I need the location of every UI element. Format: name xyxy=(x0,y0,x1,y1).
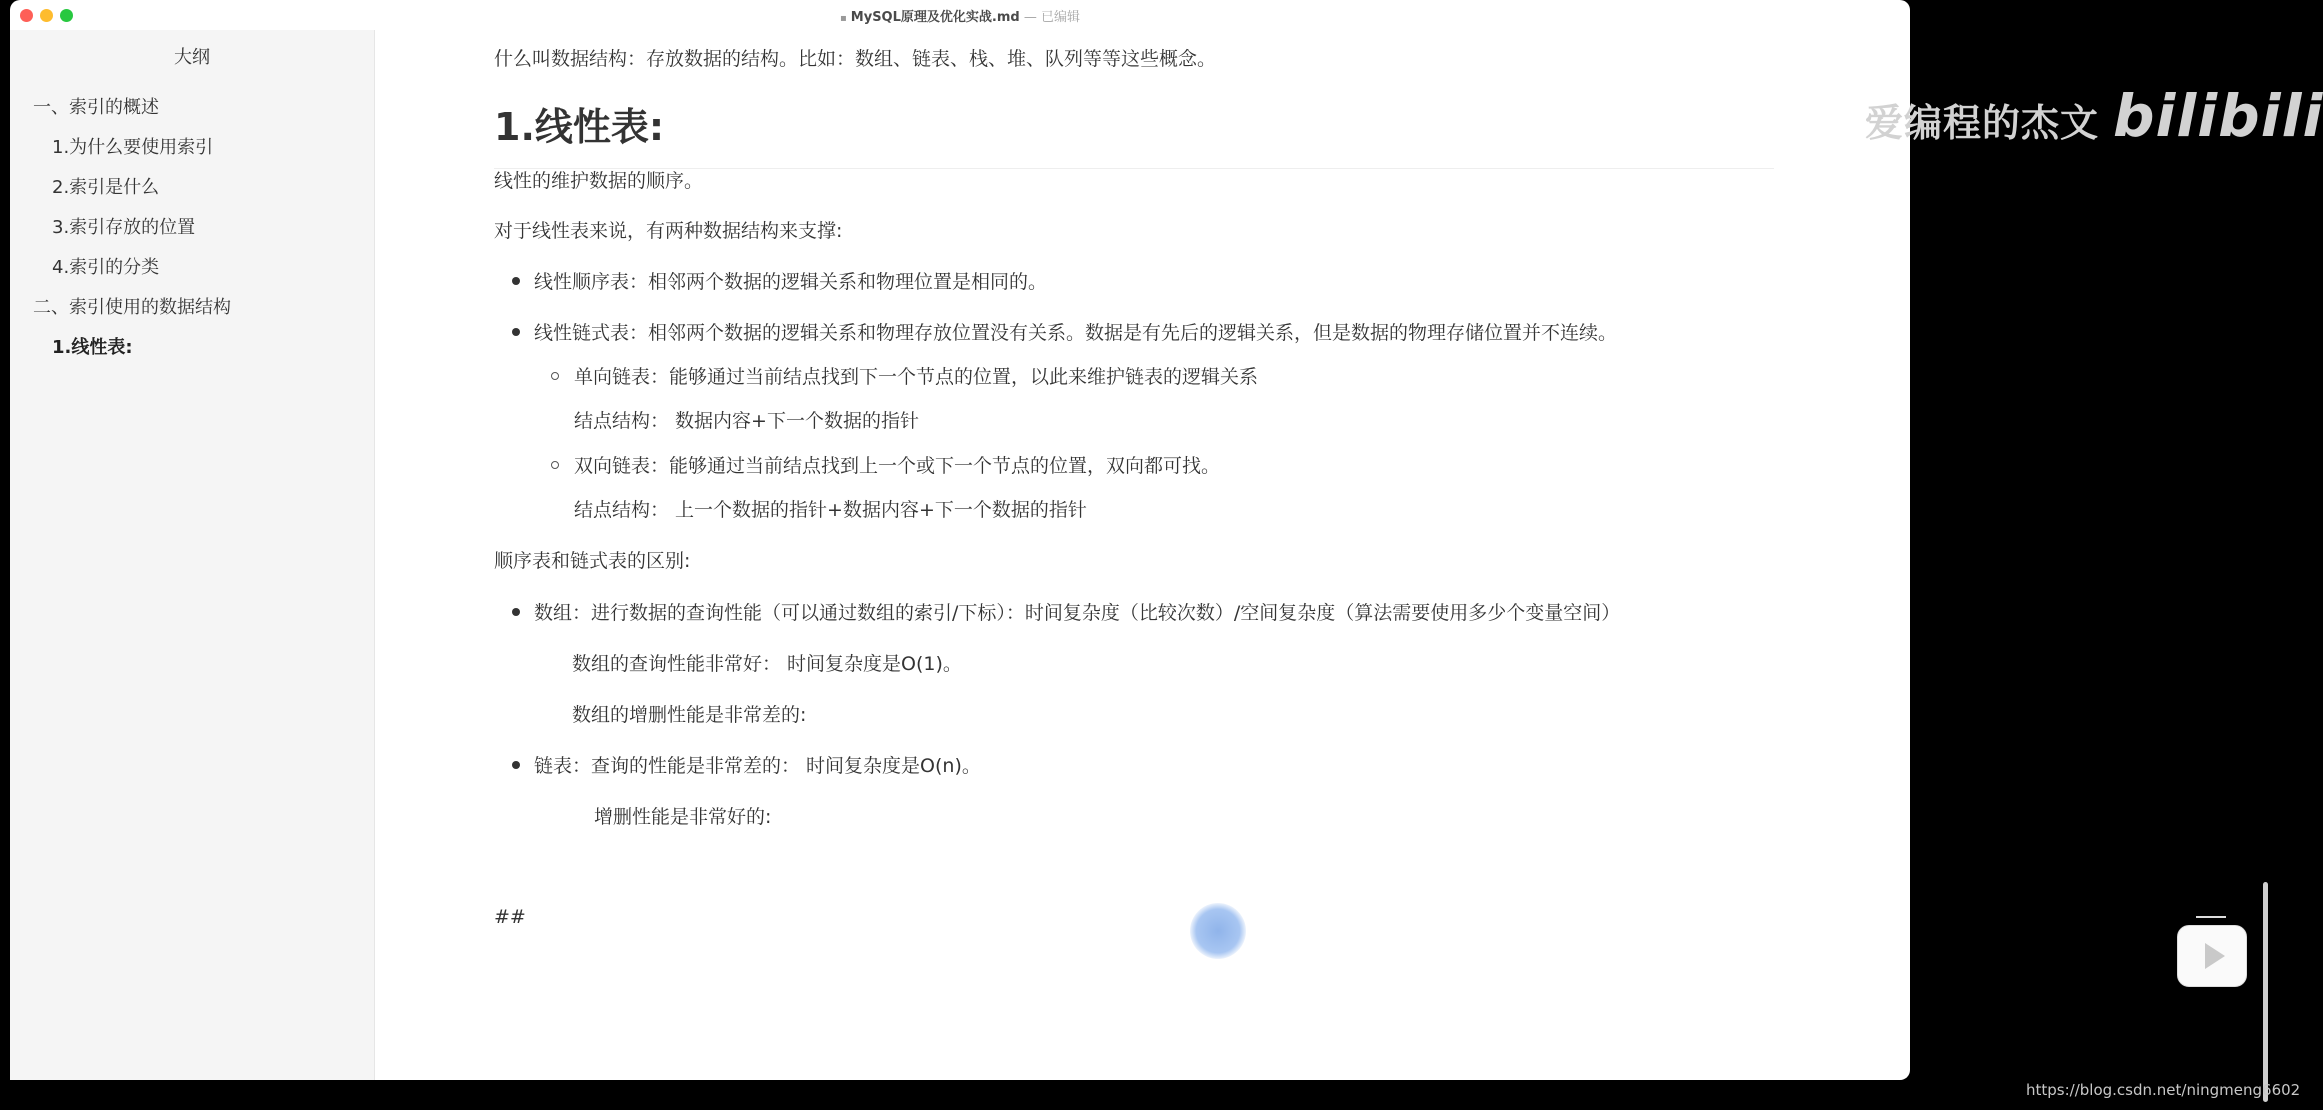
edit-status: 已编辑 xyxy=(1040,10,1080,25)
mouse-cursor-highlight xyxy=(1190,903,1246,959)
bullet-marker xyxy=(512,277,520,285)
outline-item-what-is-index[interactable]: 2.索引是什么 xyxy=(52,177,160,198)
document-icon: ▪ xyxy=(840,13,847,24)
bullet-linked-performance: 链表：查询的性能是非常差的： 时间复杂度是O(n)。 xyxy=(534,755,981,777)
paragraph-two-structures: 对于线性表来说，有两种数据结构来支撑: xyxy=(494,220,843,242)
array-modify-performance: 数组的增删性能是非常差的: xyxy=(572,704,807,726)
bullet-sequential-list: 线性顺序表：相邻两个数据的逻辑关系和物理位置是相同的。 xyxy=(534,271,1048,293)
bullet-linked-list: 线性链式表：相邻两个数据的逻辑关系和物理存放位置没有关系。数据是有先后的逻辑关系，但是数据的物理存储位置并不连续。 xyxy=(534,322,1618,344)
sub-bullet-marker xyxy=(551,461,559,469)
outline-item-data-structures[interactable]: 二、索引使用的数据结构 xyxy=(33,297,231,318)
doubly-node-structure: 结点结构： 上一个数据的指针+数据内容+下一个数据的指针 xyxy=(574,499,1087,521)
outline-item-index-overview[interactable]: 一、索引的概述 xyxy=(33,97,159,118)
bullet-array: 数组：进行数据的查询性能（可以通过数组的索引/下标）：时间复杂度（比较次数）/空间复杂度（算法需要使用多少个变量空间） xyxy=(534,602,1621,624)
intro-paragraph: 什么叫数据结构：存放数据的结构。比如：数组、链表、栈、堆、队列等等这些概念。 xyxy=(494,48,1217,70)
array-query-performance: 数组的查询性能非常好： 时间复杂度是O(1)。 xyxy=(572,653,962,675)
play-icon xyxy=(2205,943,2225,969)
bullet-marker xyxy=(512,608,520,616)
title-bar xyxy=(10,0,1910,30)
paragraph-linear-order: 线性的维护数据的顺序。 xyxy=(494,170,704,192)
outline-sidebar xyxy=(10,30,375,1080)
play-button[interactable] xyxy=(2177,925,2247,987)
linked-modify-performance: 增删性能是非常好的: xyxy=(594,806,772,828)
heading-linear-list: 1.线性表: xyxy=(494,105,665,149)
window-title xyxy=(10,6,1910,25)
outline-item-why-index[interactable]: 1.为什么要使用索引 xyxy=(52,137,214,158)
csdn-watermark: https://blog.csdn.net/ningmeng6602 xyxy=(2026,1081,2301,1099)
app-window xyxy=(10,0,2323,1099)
bilibili-watermark xyxy=(1865,82,2323,150)
bilibili-logo: bilibili xyxy=(2113,82,2323,150)
bullet-marker xyxy=(512,328,520,336)
outline-item-index-types[interactable]: 4.索引的分类 xyxy=(52,257,160,278)
heading-markup-line[interactable]: ## xyxy=(494,906,526,928)
title-separator: — xyxy=(1023,10,1037,25)
scrollbar-thumb[interactable] xyxy=(2263,882,2268,1102)
watermark-text: 爱编程的杰文 xyxy=(1865,101,2100,145)
outline-item-index-location[interactable]: 3.索引存放的位置 xyxy=(52,217,196,238)
bottom-shadow xyxy=(785,1096,1845,1110)
sub-bullet-marker xyxy=(551,372,559,380)
editor-content[interactable] xyxy=(375,30,2323,1099)
outline-title: 大纲 xyxy=(174,47,210,68)
bullet-marker xyxy=(512,761,520,769)
paragraph-difference: 顺序表和链式表的区别: xyxy=(494,550,691,572)
sub-bullet-singly-linked: 单向链表：能够通过当前结点找到下一个节点的位置，以此来维护链表的逻辑关系 xyxy=(574,366,1259,388)
file-name: MySQL原理及优化实战.md xyxy=(850,10,1020,25)
singly-node-structure: 结点结构： 数据内容+下一个数据的指针 xyxy=(574,410,919,432)
sub-bullet-doubly-linked: 双向链表：能够通过当前结点找到上一个或下一个节点的位置，双向都可找。 xyxy=(574,455,1221,477)
outline-item-linear-list[interactable]: 1.线性表: xyxy=(52,337,133,358)
